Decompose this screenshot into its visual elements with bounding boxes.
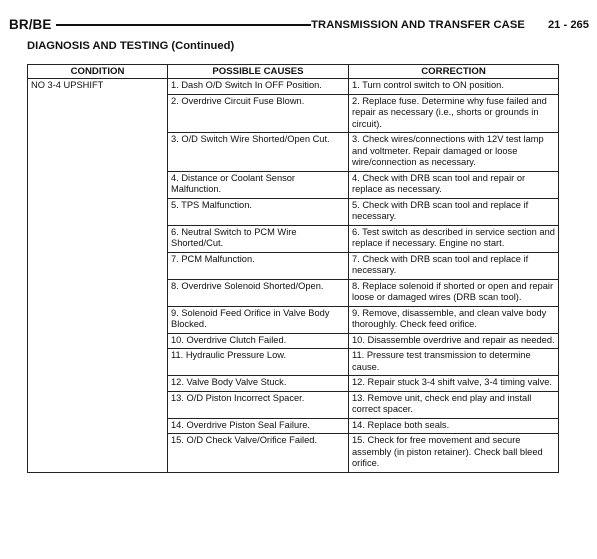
table-row (28, 198, 559, 225)
table-body (28, 79, 559, 473)
possible-cause-cell: 6. Neutral Switch to PCM Wire Shorted/Cut. (168, 225, 349, 252)
table-row (28, 133, 559, 172)
correction-cell: 11. Pressure test transmission to determine cause. (349, 349, 559, 376)
correction-cell: 12. Repair stuck 3-4 shift valve, 3-4 timing valve. (349, 376, 559, 392)
condition-cell (28, 94, 168, 133)
condition-cell (28, 198, 168, 225)
possible-cause-cell: 11. Hydraulic Pressure Low. (168, 349, 349, 376)
correction-cell: 2. Replace fuse. Determine why fuse failed and repair as necessary (i.e., shorts or grounds in circuit). (349, 94, 559, 133)
header-rule (56, 24, 311, 26)
correction-cell: 7. Check with DRB scan tool and replace if necessary. (349, 252, 559, 279)
possible-cause-cell: 12. Valve Body Valve Stuck. (168, 376, 349, 392)
correction-cell: 8. Replace solenoid if shorted or open and repair loose or damaged wires (DRB scan tool). (349, 279, 559, 306)
condition-cell (28, 252, 168, 279)
correction-cell: 5. Check with DRB scan tool and replace if necessary. (349, 198, 559, 225)
possible-cause-cell: 8. Overdrive Solenoid Shorted/Open. (168, 279, 349, 306)
possible-cause-cell: 3. O/D Switch Wire Shorted/Open Cut. (168, 133, 349, 172)
column-header-possible-causes: POSSIBLE CAUSES (168, 65, 349, 79)
possible-cause-cell: 15. O/D Check Valve/Orifice Failed. (168, 434, 349, 473)
table-row (28, 225, 559, 252)
possible-cause-cell: 2. Overdrive Circuit Fuse Blown. (168, 94, 349, 133)
diagnosis-table (27, 64, 559, 473)
table-row (28, 349, 559, 376)
correction-cell: 9. Remove, disassemble, and clean valve body thoroughly. Check feed orifice. (349, 306, 559, 333)
table-row (28, 376, 559, 392)
table-row (28, 79, 559, 95)
condition-cell (28, 434, 168, 473)
condition-cell (28, 279, 168, 306)
table-row (28, 171, 559, 198)
condition-cell (28, 171, 168, 198)
table-row (28, 252, 559, 279)
possible-cause-cell: 10. Overdrive Clutch Failed. (168, 333, 349, 349)
possible-cause-cell: 13. O/D Piston Incorrect Spacer. (168, 391, 349, 418)
possible-cause-cell: 4. Distance or Coolant Sensor Malfunction. (168, 171, 349, 198)
correction-cell: 10. Disassemble overdrive and repair as needed. (349, 333, 559, 349)
correction-cell: 13. Remove unit, check end play and install correct spacer. (349, 391, 559, 418)
condition-cell (28, 306, 168, 333)
table-row (28, 418, 559, 434)
possible-cause-cell: 5. TPS Malfunction. (168, 198, 349, 225)
correction-cell: 3. Check wires/connections with 12V test lamp and voltmeter. Repair damaged or loose wire/connection as necessary. (349, 133, 559, 172)
table-row (28, 333, 559, 349)
condition-cell (28, 418, 168, 434)
table-row (28, 391, 559, 418)
correction-cell: 4. Check with DRB scan tool and repair or replace as necessary. (349, 171, 559, 198)
table-row (28, 279, 559, 306)
header-model-code: BR/BE (9, 17, 52, 32)
possible-cause-cell: 14. Overdrive Piston Seal Failure. (168, 418, 349, 434)
table-row (28, 434, 559, 473)
correction-cell: 1. Turn control switch to ON position. (349, 79, 559, 95)
table-row (28, 94, 559, 133)
page-header (9, 17, 589, 33)
header-section-title: TRANSMISSION AND TRANSFER CASE (311, 19, 525, 31)
correction-cell: 6. Test switch as described in service section and replace if necessary. Engine no start. (349, 225, 559, 252)
condition-cell (28, 333, 168, 349)
possible-cause-cell: 7. PCM Malfunction. (168, 252, 349, 279)
condition-cell (28, 225, 168, 252)
condition-cell (28, 349, 168, 376)
possible-cause-cell: 1. Dash O/D Switch In OFF Position. (168, 79, 349, 95)
possible-cause-cell: 9. Solenoid Feed Orifice in Valve Body Blocked. (168, 306, 349, 333)
header-page-number: 21 - 265 (547, 19, 589, 31)
condition-cell (28, 391, 168, 418)
column-header-correction: CORRECTION (349, 65, 559, 79)
condition-cell: NO 3-4 UPSHIFT (28, 79, 168, 95)
table-row (28, 306, 559, 333)
correction-cell: 14. Replace both seals. (349, 418, 559, 434)
condition-cell (28, 376, 168, 392)
condition-cell (28, 133, 168, 172)
correction-cell: 15. Check for free movement and secure assembly (in piston retainer). Check ball bleed orifice. (349, 434, 559, 473)
table-header-row (28, 65, 559, 79)
column-header-condition: CONDITION (28, 65, 168, 79)
section-subtitle: DIAGNOSIS AND TESTING (Continued) (27, 40, 235, 52)
